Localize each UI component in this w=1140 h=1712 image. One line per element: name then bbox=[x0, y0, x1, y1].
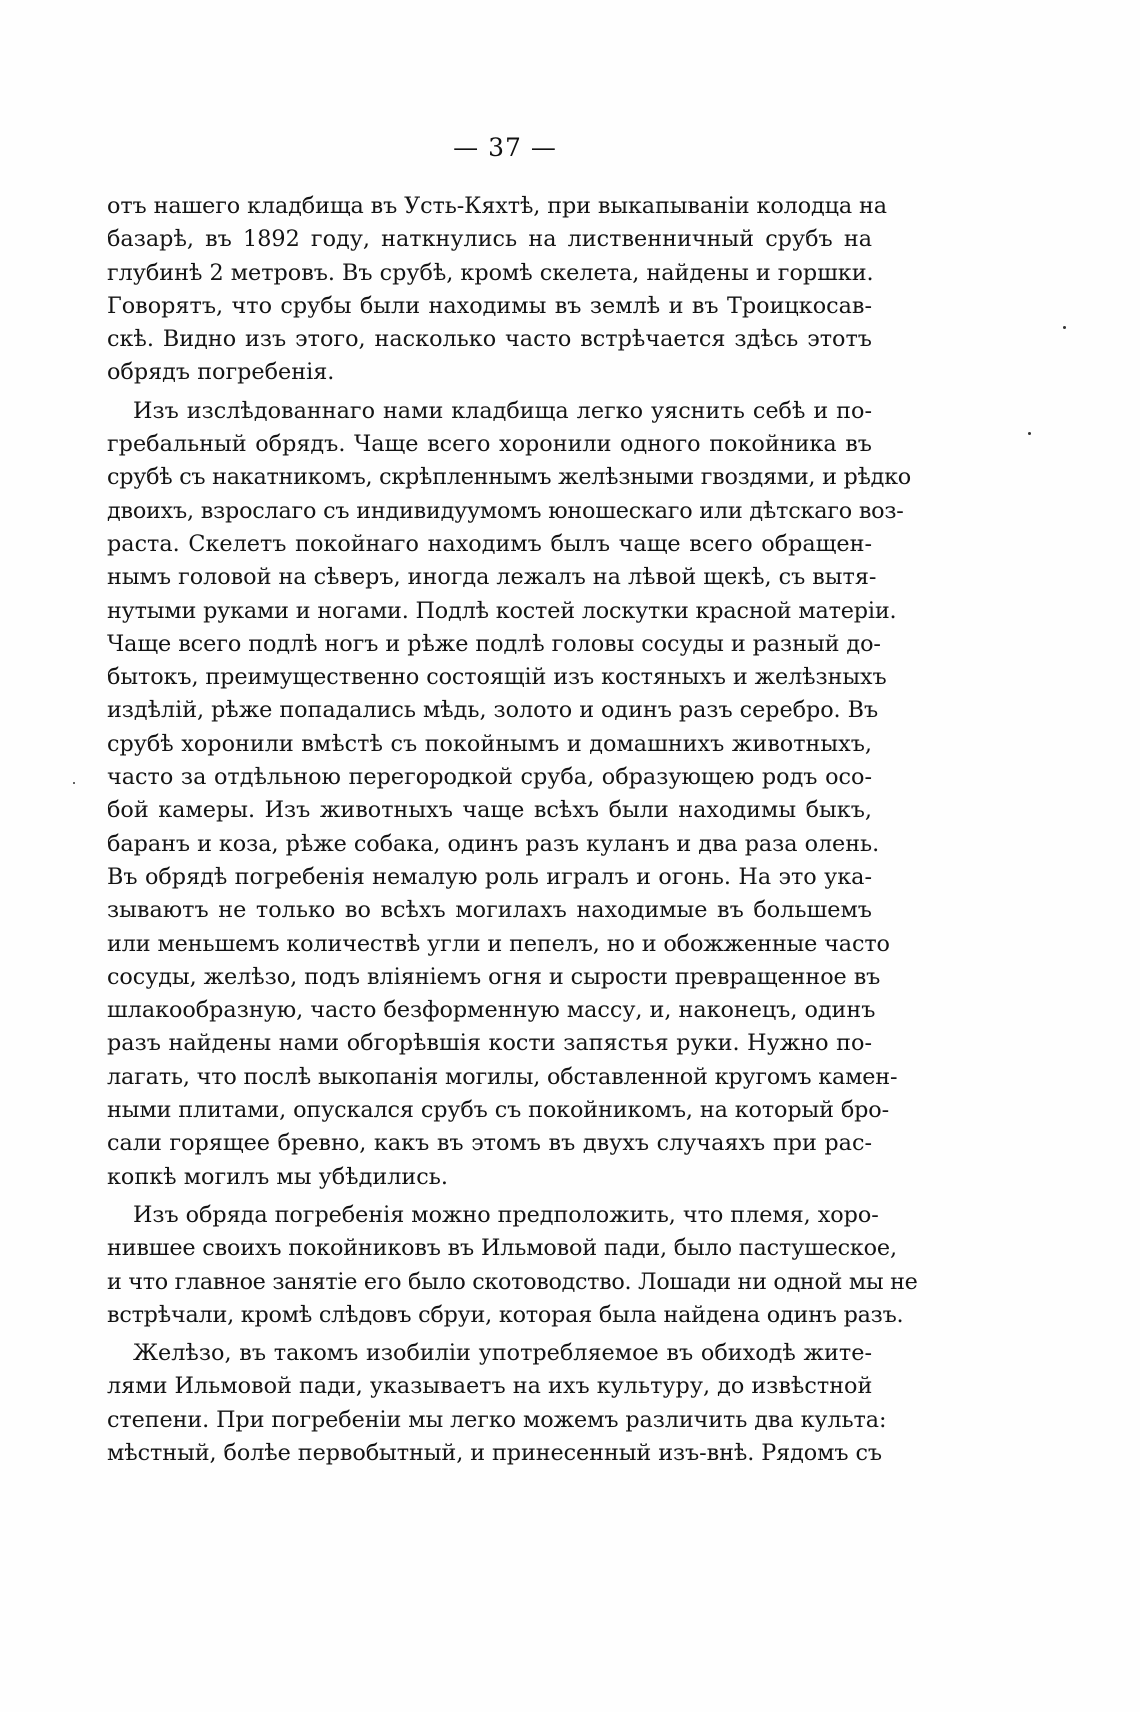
text-line: бытокъ, преимущественно состоящій изъ костяныхъ и желѣзныхъ bbox=[107, 664, 887, 691]
paragraph-2 bbox=[107, 395, 911, 1194]
text-line: скѣ. Видно изъ этого, насколько часто встрѣчается здѣсь этотъ bbox=[107, 326, 872, 353]
text-line: мѣстный, болѣе первобытный, и принесенный изъ-внѣ. Рядомъ съ bbox=[107, 1439, 883, 1466]
scan-speck bbox=[1063, 326, 1066, 329]
scan-speck bbox=[1028, 432, 1031, 435]
text-line: лями Ильмовой пади, указываетъ на ихъ культуру, до извѣстной bbox=[107, 1373, 873, 1400]
paragraph-4 bbox=[107, 1337, 887, 1470]
text-line: лагать, что послѣ выкопанія могилы, обставленной кругомъ камен- bbox=[107, 1063, 898, 1090]
text-line: двоихъ, взрослаго съ индивидуумомъ юношескаго или дѣтскаго воз- bbox=[107, 497, 904, 524]
scan-speck bbox=[73, 782, 75, 784]
text-line: базарѣ, въ 1892 году, наткнулись на лиственничный срубъ на bbox=[107, 226, 872, 253]
paragraph-3 bbox=[107, 1199, 918, 1332]
text-line: обрядъ погребенія. bbox=[107, 359, 335, 386]
text-line: нымъ головой на сѣверъ, иногда лежалъ на лѣвой щекѣ, съ вытя- bbox=[107, 564, 877, 591]
text-line: ными плитами, опускался срубъ съ покойникомъ, на который бро- bbox=[107, 1097, 890, 1124]
text-line: встрѣчали, кромѣ слѣдовъ сбруи, которая была найдена одинъ разъ. bbox=[107, 1301, 904, 1328]
text-line: баранъ и коза, рѣже собака, одинъ разъ куланъ и два раза олень. bbox=[107, 830, 880, 857]
page-number: — 37 — bbox=[453, 133, 557, 162]
text-line: Изъ изслѣдованнаго нами кладбища легко уяснить себѣ и по- bbox=[133, 397, 872, 424]
text-line: Въ обрядѣ погребенія немалую роль игралъ и огонь. На это ука- bbox=[107, 863, 872, 890]
text-line: шлакообразную, часто безформенную массу, и, наконецъ, одинъ bbox=[107, 997, 876, 1024]
text-line: нутыми руками и ногами. Подлѣ костей лоскутки красной матеріи. bbox=[107, 597, 897, 624]
text-line: Желѣзо, въ такомъ изобиліи употребляемое въ обиходѣ жите- bbox=[133, 1340, 872, 1367]
text-line: издѣлій, рѣже попадались мѣдь, золото и одинъ разъ серебро. Въ bbox=[107, 697, 879, 724]
text-line: разъ найдены нами обгорѣвшія кости запястья руки. Нужно по- bbox=[107, 1030, 872, 1057]
body-text bbox=[107, 190, 918, 1475]
text-line: бой камеры. Изъ животныхъ чаще всѣхъ были находимы быкъ, bbox=[107, 797, 872, 824]
text-line: отъ нашего кладбища въ Усть-Кяхтѣ, при выкапываніи колодца на bbox=[107, 193, 887, 219]
text-line: нившее своихъ покойниковъ въ Ильмовой пади, было пастушеское, bbox=[107, 1235, 897, 1262]
text-line: срубѣ съ накатникомъ, скрѣпленнымъ желѣзными гвоздями, и рѣдко bbox=[107, 464, 911, 491]
text-line: зываютъ не только во всѣхъ могилахъ находимые въ большемъ bbox=[107, 897, 872, 924]
text-line: или меньшемъ количествѣ угли и пепелъ, но и обожженные часто bbox=[107, 930, 890, 957]
text-line: гребальный обрядъ. Чаще всего хоронили одного покойника въ bbox=[107, 431, 872, 458]
text-line: раста. Скелетъ покойнаго находимъ былъ чаще всего обращен- bbox=[107, 530, 872, 557]
text-line: глубинѣ 2 метровъ. Въ срубѣ, кромѣ скелета, найдены и горшки. bbox=[107, 259, 874, 286]
text-line: Чаще всего подлѣ ногъ и рѣже подлѣ головы сосуды и разный до- bbox=[107, 630, 881, 657]
text-line: степени. При погребеніи мы легко можемъ различить два культа: bbox=[107, 1406, 887, 1433]
text-line: и что главное занятіе его было скотоводство. Лошади ни одной мы не bbox=[107, 1268, 918, 1295]
paragraph-1 bbox=[107, 190, 887, 390]
text-line: копкѣ могилъ мы убѣдились. bbox=[107, 1163, 448, 1190]
text-line: Говорятъ, что срубы были находимы въ землѣ и въ Троицкосав- bbox=[107, 292, 872, 319]
text-line: Изъ обряда погребенія можно предположить, что племя, хоро- bbox=[133, 1201, 879, 1228]
text-line: часто за отдѣльною перегородкой сруба, образующею родъ осо- bbox=[107, 764, 872, 791]
text-line: срубѣ хоронили вмѣстѣ съ покойнымъ и домашнихъ животныхъ, bbox=[107, 730, 872, 757]
text-line: сосуды, желѣзо, подъ вліяніемъ огня и сырости превращенное въ bbox=[107, 963, 881, 990]
text-line: сали горящее бревно, какъ въ этомъ въ двухъ случаяхъ при рас- bbox=[107, 1130, 872, 1157]
